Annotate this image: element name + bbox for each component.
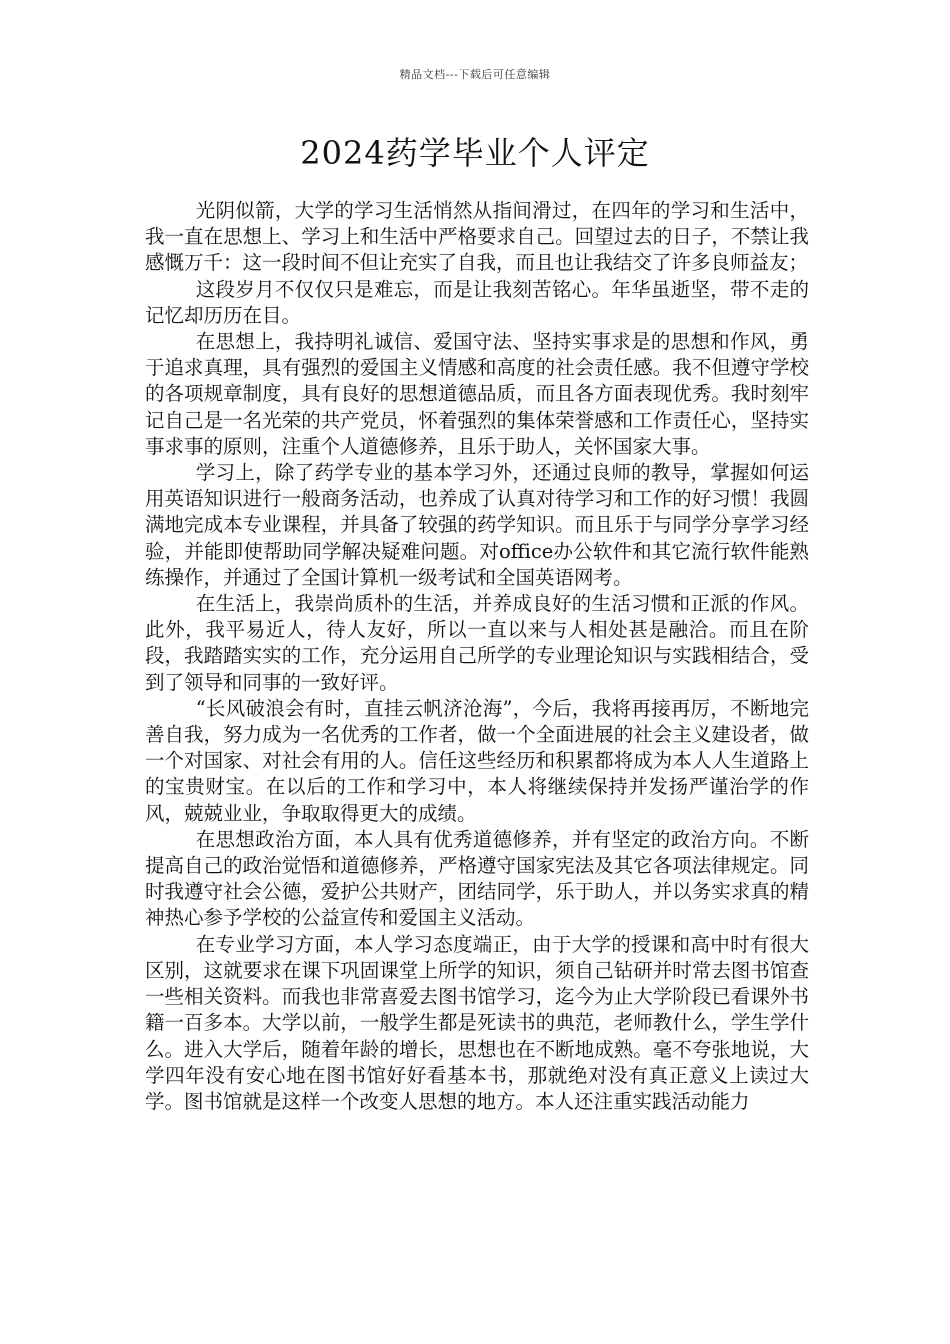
paragraph: 光阴似箭，大学的学习生活悄然从指间滑过，在四年的学习和生活中，我一直在思想上、学习上和生活中严格要求自己。回望过去的日子，不禁让我感慨万千：这一段时间不但让充实了自我，而且也让我结交了许多良师益友； xyxy=(145,199,809,275)
paragraph: 学习上，除了药学专业的基本学习外，还通过良师的教导，掌握如何运用英语知识进行一般商务活动，也养成了认真对待学习和工作的好习惯！我圆满地完成本专业课程，并具备了较强的药学知识。而且乐于与同学分享学习经验，并能即使帮助同学解决疑难问题。对office办公软件和其它流行软件能熟练操作，并通过了全国计算机一级考试和全国英语网考。 xyxy=(145,461,809,589)
paragraph: 在思想政治方面，本人具有优秀道德修养，并有坚定的政治方向。不断提高自己的政治觉悟和道德修养，严格遵守国家宪法及其它各项法律规定。同时我遵守社会公德，爱护公共财产，团结同学，乐于助人，并以务实求真的精神热心参予学校的公益宣传和爱国主义活动。 xyxy=(145,827,809,930)
paragraph: 在专业学习方面，本人学习态度端正，由于大学的授课和高中时有很大区别，这就要求在课下巩固课堂上所学的知识，须自己钻研并时常去图书馆查一些相关资料。而我也非常喜爱去图书馆学习，迄今为止大学阶段已看课外书籍一百多本。大学以前，一般学生都是死读书的典范，老师教什么，学生学什么。进入大学后，随着年龄的增长，思想也在不断地成熟。毫不夸张地说，大学四年没有安心地在图书馆好好看基本书，那就绝对没有真正意义上读过大学。图书馆就是这样一个改变人思想的地方。本人还注重实践活动能力 xyxy=(145,932,809,1113)
paragraph: 在生活上，我崇尚质朴的生活，并养成良好的生活习惯和正派的作风。此外，我平易近人，待人友好，所以一直以来与人相处甚是融洽。而且在阶段，我踏踏实实的工作，充分运用自己所学的专业理论知识与实践相结合，受到了领导和同事的一致好评。 xyxy=(145,592,809,694)
paragraph: 这段岁月不仅仅只是难忘，而是让我刻苦铭心。年华虽逝坚，带不走的记忆却历历在目。 xyxy=(145,277,809,327)
paragraph: 在思想上，我持明礼诚信、爱国守法、坚持实事求是的思想和作风，勇于追求真理，具有强烈的爱国主义情感和高度的社会责任感。我不但遵守学校的各项规章制度，具有良好的思想道德品质，而且各方面表现优秀。我时刻牢记自己是一名光荣的共产党员，怀着强烈的集体荣誉感和工作责任心，坚持实事求事的原则，注重个人道德修养，且乐于助人，关怀国家大事。 xyxy=(145,330,809,458)
paragraph: “长风破浪会有时，直挂云帆济沧海”，今后，我将再接再厉，不断地完善自我，努力成为一名优秀的工作者，做一个全面进展的社会主义建设者，做一个对国家、对社会有用的人。信任这些经历和积累都将成为本人人生道路上的宝贵财宝。在以后的工作和学习中，本人将继续保持并发扬严谨治学的作风，兢兢业业，争取取得更大的成绩。 xyxy=(145,696,809,825)
document-body xyxy=(145,198,809,1115)
header-note: 精品文档---下载后可任意编辑 xyxy=(399,68,551,81)
document-title: 2024药学毕业个人评定 xyxy=(300,134,650,172)
